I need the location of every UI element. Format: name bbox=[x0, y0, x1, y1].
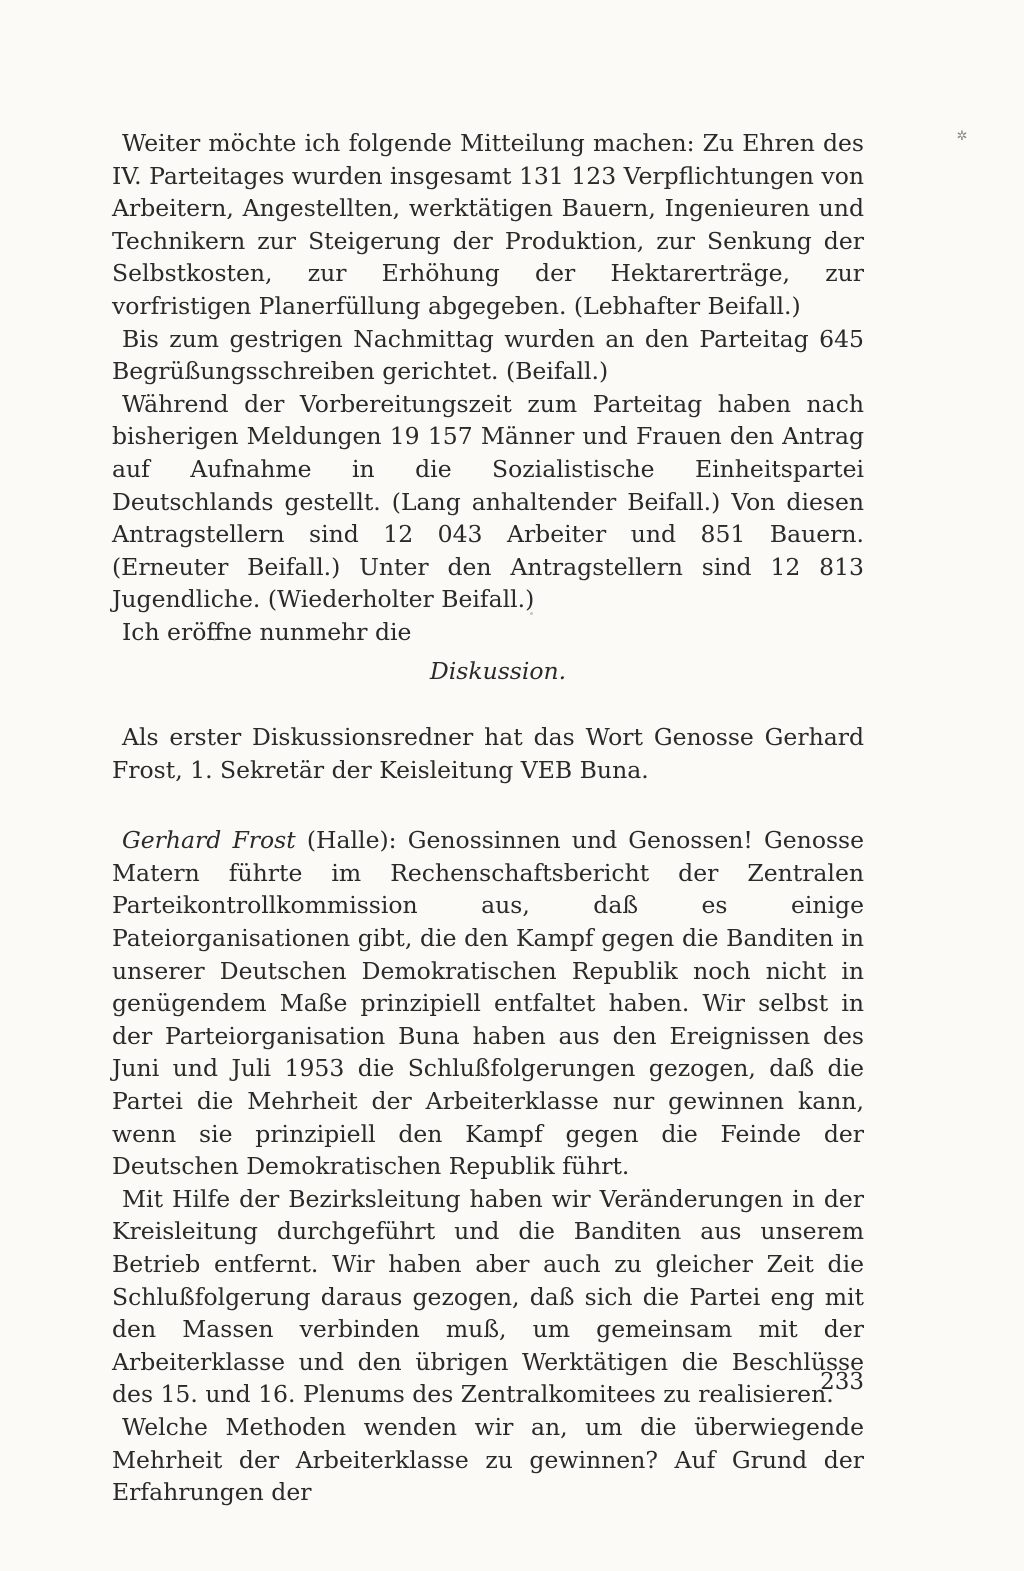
paragraph-applications: Während der Vorbereitungszeit zum Parteitag haben nach bisherigen Meldungen 19 157 Männer und Frauen den Antrag auf Aufnahme in die Sozialistische Einheitspartei Deutschlands gestellt. (Lang anhaltender Beifall.) Von diesen Antragstellern sind 12 043 Arbeiter und 851 Bauern. (Erneuter Beifall.) Unter den Antragstellern sind 12 813 Jugendliche. (Wiederholter Beifall.) bbox=[112, 389, 864, 614]
section-heading: Diskussion. bbox=[429, 656, 567, 685]
paragraph-announcement: Weiter möchte ich folgende Mitteilung machen: Zu Ehren des IV. Parteitages wurden insgesamt 131 123 Verpflichtungen von Arbeitern, Angestellten, werktätigen Bauern, Ingenieuren und Technikern zur Steigerung der Produktion, zur Senkung der Selbstkosten, zur Erhöhung der Hektarerträge, zur vorfristigen Planerfüllung abgegeben. (Lebhafter Beifall.) bbox=[112, 129, 864, 320]
body-text bbox=[112, 127, 864, 1509]
margin-ink-mark: ✲ bbox=[956, 129, 968, 144]
speaker-name: Gerhard Frost bbox=[122, 826, 296, 855]
spacer bbox=[112, 687, 864, 721]
paragraph-first-speaker: Als erster Diskussionsredner hat das Wort Genosse Gerhard Frost, 1. Sekretär der Keisleitung VEB Buna. bbox=[112, 723, 864, 784]
paragraph-methods: Welche Methoden wenden wir an, um die überwiegende Mehrheit der Arbeiterklasse zu gewinnen? Auf Grund der Erfahrungen der bbox=[112, 1412, 864, 1507]
spacer bbox=[112, 786, 864, 824]
page-number: 233 bbox=[820, 1369, 864, 1395]
paragraph-opening: Ich eröffne nunmehr die bbox=[122, 617, 412, 646]
speech-text: (Halle): Genossinnen und Genossen! Genosse Matern führte im Rechenschaftsbericht der Zentralen Parteikontrollkommission aus, daß es einige Pateiorganisationen gibt, die den Kampf gegen die Banditen in unserer Deutschen Demokratischen Republik noch nicht in genügendem Maße prinzipiell entfaltet haben. Wir selbst in der Parteiorganisation Buna haben aus den Ereignissen des Juni und Juli 1953 die Schlußfolgerungen gezogen, daß die Partei die Mehrheit der Arbeiterklasse nur gewinnen kann, wenn sie prinzipiell den Kampf gegen die Feinde der Deutschen Demokratischen Republik führt. bbox=[112, 826, 864, 1181]
paragraph-district-leadership: Mit Hilfe der Bezirksleitung haben wir Veränderungen in der Kreisleitung durchgeführt und die Banditen aus unserem Betrieb entfernt. Wir haben aber auch zu gleicher Zeit die Schlußfolgerung daraus gezogen, daß sich die Partei eng mit den Massen verbinden muß, um gemeinsam mit der Arbeiterklasse und den übrigen Werktätigen die Beschlüsse des 15. und 16. Plenums des Zentralkomitees zu realisieren. bbox=[112, 1184, 864, 1409]
paragraph-greetings: Bis zum gestrigen Nachmittag wurden an den Parteitag 645 Begrüßungsschreiben gerichtet. (Beifall.) bbox=[112, 324, 864, 386]
paragraph-speech-start bbox=[112, 824, 864, 1183]
